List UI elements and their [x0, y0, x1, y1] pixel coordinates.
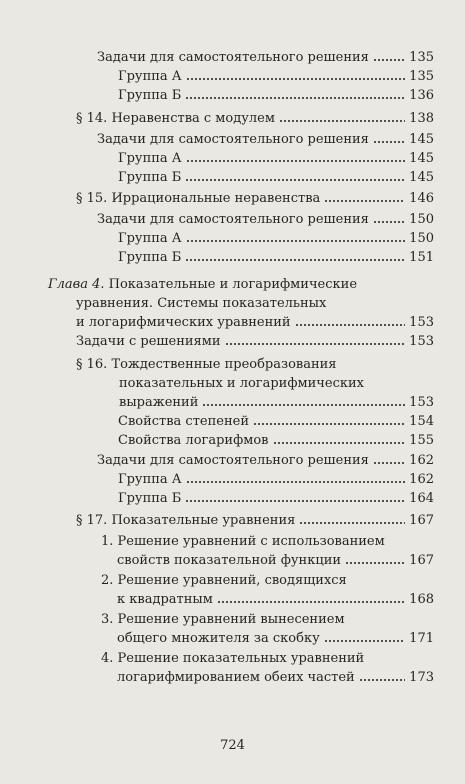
leader-dots	[185, 177, 405, 182]
toc-entry-title: Группа Б	[118, 88, 182, 103]
leader-dots	[225, 341, 405, 346]
leader-dots	[373, 57, 405, 62]
toc-page-number: 167	[409, 513, 434, 528]
toc-page-number: 150	[409, 231, 434, 246]
leader-dots	[186, 479, 405, 484]
toc-section-entry	[76, 189, 434, 208]
leader-dots	[324, 198, 405, 203]
leader-dots	[202, 402, 405, 407]
leader-dots	[345, 560, 405, 565]
toc-entry	[118, 86, 434, 105]
section-title-line: § 16. Тождественные преобразования	[76, 357, 337, 372]
entry-title-line: 1. Решение уравнений с использованием	[101, 534, 385, 549]
leader-dots	[217, 599, 405, 604]
toc-entry-title: выражений	[119, 395, 199, 410]
toc-entry-title: Задачи для самостоятельного решения	[97, 50, 369, 65]
toc-entry-title: логарифмированием обеих частей	[117, 670, 355, 685]
toc-page-number: 151	[409, 250, 434, 265]
toc-entry	[118, 248, 434, 267]
toc-page-number: 145	[409, 151, 434, 166]
toc-entry-title: Группа Б	[118, 491, 182, 506]
toc-section-entry	[76, 511, 434, 530]
toc-entry-title: к квадратным	[117, 592, 213, 607]
toc-entry-title: свойств показательной функции	[117, 553, 342, 568]
leader-dots	[373, 219, 405, 224]
leader-dots	[185, 498, 405, 503]
toc-page-number: 155	[409, 433, 434, 448]
toc-entry-title: Группа А	[118, 69, 182, 84]
toc-page-number: 171	[409, 631, 434, 646]
toc-entry-title: Группа А	[118, 151, 182, 166]
leader-dots	[185, 257, 405, 262]
toc-entry	[97, 210, 434, 229]
toc-entry	[97, 130, 434, 149]
toc-entry-title: Задачи для самостоятельного решения	[97, 212, 369, 227]
toc-entry-title: Задачи для самостоятельного решения	[97, 132, 369, 147]
section-title-line: показательных и логарифмических	[119, 376, 364, 391]
toc-entry	[118, 489, 434, 508]
toc-entry	[118, 168, 434, 187]
chapter-title-line: Показательные и логарифмические	[108, 277, 358, 292]
toc-page-number: 167	[409, 553, 434, 568]
toc-section-entry	[76, 355, 434, 412]
toc-entry	[97, 451, 434, 470]
toc-entry	[118, 67, 434, 86]
toc-entry	[118, 431, 434, 450]
toc-page-number: 135	[409, 50, 434, 65]
toc-entry	[97, 48, 434, 67]
toc-page-number: 138	[409, 111, 434, 126]
toc-page-number: 135	[409, 69, 434, 84]
toc-page-number: 146	[409, 191, 434, 206]
leader-dots	[186, 76, 405, 81]
toc-page-number: 153	[409, 395, 434, 410]
toc-section-entry	[76, 109, 434, 128]
toc-entry-title: § 17. Показательные уравнения	[76, 513, 296, 528]
toc-page-number: 145	[409, 170, 434, 185]
toc-entry-title: Группа А	[118, 231, 182, 246]
toc-entry-title: Задачи с решениями	[76, 334, 221, 349]
toc-page-number: 162	[409, 453, 434, 468]
toc-entry	[101, 571, 434, 609]
toc-page-number: 153	[409, 315, 434, 330]
page-number: 724	[220, 738, 245, 753]
toc-entry-title: и логарифмических уравнений	[76, 315, 291, 330]
toc-page-number: 145	[409, 132, 434, 147]
leader-dots	[253, 421, 405, 426]
toc-entry	[118, 149, 434, 168]
toc-page-number: 150	[409, 212, 434, 227]
leader-dots	[373, 139, 405, 144]
toc-page-number: 168	[409, 592, 434, 607]
toc-entry-title: Группа Б	[118, 170, 182, 185]
toc-entry-title: Свойства логарифмов	[118, 433, 269, 448]
toc-entry	[118, 470, 434, 489]
toc-entry-title: § 14. Неравенства с модулем	[76, 111, 275, 126]
toc-page-number: 173	[409, 670, 434, 685]
leader-dots	[295, 322, 405, 327]
toc-entry-title: Группа А	[118, 472, 182, 487]
toc-page-number: 162	[409, 472, 434, 487]
leader-dots	[273, 440, 406, 445]
toc-section-entry	[76, 332, 434, 351]
toc-entry	[101, 610, 434, 648]
leader-dots	[299, 520, 405, 525]
leader-dots	[186, 238, 405, 243]
toc-page-number: 153	[409, 334, 434, 349]
toc-chapter-entry	[48, 275, 434, 332]
leader-dots	[186, 158, 405, 163]
toc-page-number: 164	[409, 491, 434, 506]
chapter-prefix: Глава 4.	[48, 277, 105, 292]
entry-title-line: 4. Решение показательных уравнений	[101, 651, 365, 666]
toc-entry	[118, 412, 434, 431]
leader-dots	[185, 95, 405, 100]
toc-entry-title: Задачи для самостоятельного решения	[97, 453, 369, 468]
toc-entry	[101, 649, 434, 687]
toc-entry-title: Свойства степеней	[118, 414, 249, 429]
toc-page-number: 154	[409, 414, 434, 429]
leader-dots	[324, 638, 405, 643]
entry-title-line: 3. Решение уравнений вынесением	[101, 612, 345, 627]
leader-dots	[279, 118, 405, 123]
toc-page-number: 136	[409, 88, 434, 103]
toc-entry-title: общего множителя за скобку	[117, 631, 320, 646]
leader-dots	[373, 460, 405, 465]
toc-entry-title: Группа Б	[118, 250, 182, 265]
toc-entry	[118, 229, 434, 248]
toc-entry	[101, 532, 434, 570]
chapter-title-line: уравнения. Системы показательных	[76, 296, 327, 311]
toc-entry-title: § 15. Иррациональные неравенства	[76, 191, 321, 206]
leader-dots	[359, 677, 405, 682]
entry-title-line: 2. Решение уравнений, сводящихся	[101, 573, 347, 588]
